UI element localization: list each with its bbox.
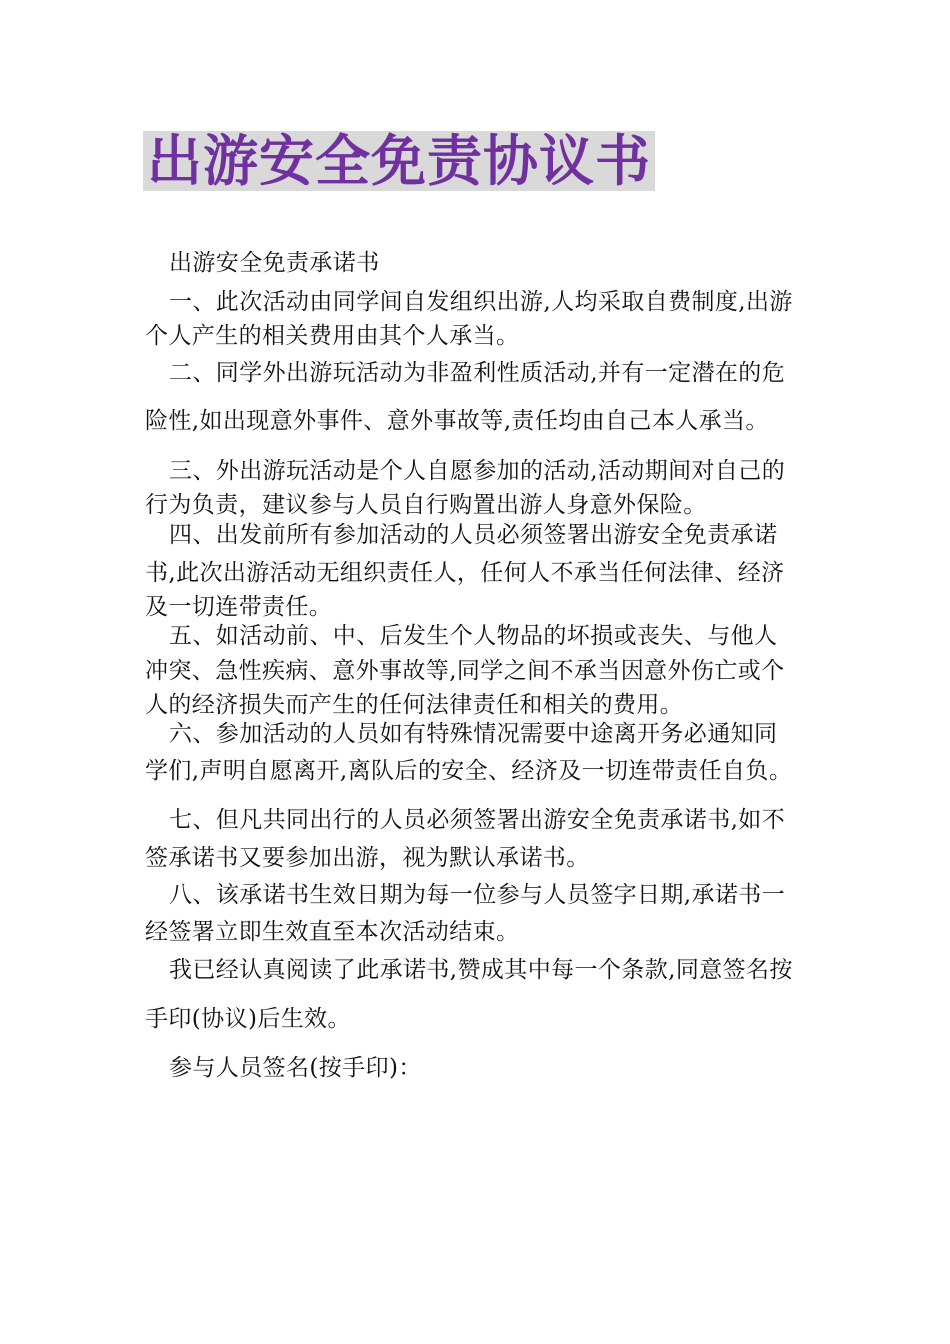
document-title: 出游安全免责协议书 (143, 131, 655, 191)
clause-3-line-1: 三、外出游玩活动是个人自愿参加的活动,活动期间对自己的 (169, 458, 786, 484)
clause-5-line-3: 人的经济损失而产生的任何法律责任和相关的费用。 (145, 692, 684, 718)
clause-4-line-1: 四、出发前所有参加活动的人员必须签署出游安全免责承诺 (169, 522, 778, 548)
clause-3-line-2: 行为负责，建议参与人员自行购置出游人身意外保险。 (145, 492, 707, 518)
clause-6-line-1: 六、参加活动的人员如有特殊情况需要中途离开务必通知同 (169, 721, 778, 747)
clause-5-line-1: 五、如活动前、中、后发生个人物品的坏损或丧失、与他人 (169, 623, 778, 649)
subtitle-line: 出游安全免责承诺书 (169, 250, 380, 276)
clause-7-line-2: 签承诺书又要参加出游，视为默认承诺书。 (145, 845, 590, 871)
clause-5-line-2: 冲突、急性疾病、意外事故等,同学之间不承当因意外伤亡或个 (145, 658, 785, 684)
clause-8-line-1: 八、该承诺书生效日期为每一位参与人员签字日期,承诺书一 (169, 882, 786, 908)
clause-7-line-1: 七、但凡共同出行的人员必须签署出游安全免责承诺书,如不 (169, 807, 786, 833)
agreement-line-2: 手印(协议)后生效。 (145, 1006, 351, 1032)
clause-2-line-2: 险性,如出现意外事件、意外事故等,责任均由自己本人承当。 (145, 408, 769, 434)
clause-1-line-2: 个人产生的相关费用由其个人承当。 (145, 323, 520, 349)
clause-1-line-1: 一、此次活动由同学间自发组织出游,人均采取自费制度,出游 (169, 289, 793, 315)
clause-6-line-2: 学们,声明自愿离开,离队后的安全、经济及一切连带责任自负。 (145, 758, 793, 784)
clause-4-line-3: 及一切连带责任。 (145, 594, 333, 620)
signature-label: 参与人员签名(按手印)： (169, 1055, 422, 1081)
clause-2-line-1: 二、同学外出游玩活动为非盈利性质活动,并有一定潜在的危 (169, 360, 786, 386)
agreement-line-1: 我已经认真阅读了此承诺书,赞成其中每一个条款,同意签名按 (169, 957, 793, 983)
clause-8-line-2: 经签署立即生效直至本次活动结束。 (145, 919, 520, 945)
clause-4-line-2: 书,此次出游活动无组织责任人，任何人不承当任何法律、经济 (145, 560, 785, 586)
